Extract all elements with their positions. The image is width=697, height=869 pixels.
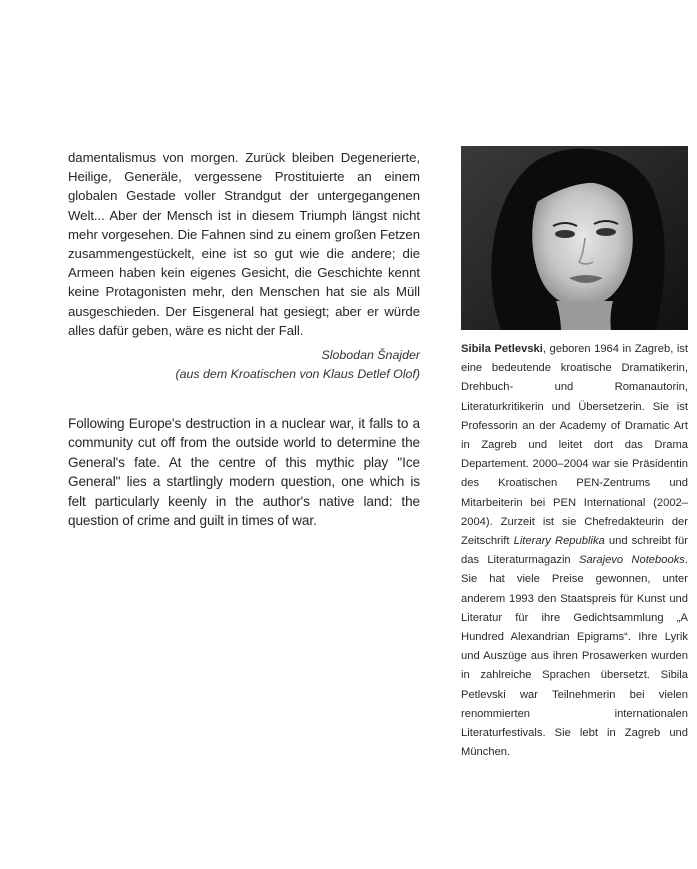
german-paragraph: damentalismus von morgen. Zurück bleiben Degenerierte, Heilige, Generäle, vergessene Prostituierte an einem globalen Gestade voller Strandgut der untergegangenen Welt... Aber der Mensch ist in diesem Triumph längst nicht mehr vorgesehen. Die Fahnen sind zu einem großen Fetzen zusammengestückelt, eine ist so gut wie die andere; die Armeen haben kein eigenes Gesicht, die Geschichte kennt keine Protagonisten mehr, den Menschen hat sie als Müll ausgeschieden. Der Eisgeneral hat gesiegt; aber er würde alles dafür geben, wäre es nicht der Fall.	[68, 150, 420, 338]
bio-magazine-sarajevo-notebooks: Sarajevo Notebooks	[578, 554, 685, 567]
bio-column	[461, 340, 688, 762]
signature-author: Slobodan Šnajder	[321, 348, 420, 363]
portrait-illustration	[461, 146, 688, 330]
signature-translation-note: (aus dem Kroatischen von Klaus Detlef Olof)	[175, 367, 420, 382]
bio-magazine-literary-republika: Literary Republika	[513, 535, 605, 548]
author-portrait-photo	[461, 146, 688, 330]
bio-author-name: Sibila Petlevski	[461, 343, 543, 355]
english-paragraph: Following Europe's destruction in a nuclear war, it falls to a community cut off from the outside world to determine the General's fate. At the centre of this mythic play "Ice General" lies a startlingly modern question, one which is felt particularly keenly in the author's native land: the question of crime and guilt in times of war.	[68, 416, 420, 529]
bio-text-part2: und schreibt für das Literaturmagazin	[461, 535, 688, 567]
bio-text-part1: , geboren 1964 in Zagreb, ist eine bedeutende kroatische Dramatikerin, Drehbuch- und Romanautorin, Literaturkritikerin und Übersetzerin. Sie ist Professorin an der Academy of Dramatic Art in Zagreb und leitet dort das Drama Departement. 2000–2004 war sie Präsidentin des Kroatischen PEN-Zentrums und Mitarbeiterin bei PEN International (2002–2004). Zurzeit ist sie Chefredakteurin der Zeitschrift	[461, 343, 689, 548]
main-text-column	[68, 148, 420, 530]
bio-text-part3: . Sie hat viele Preise gewonnen, unter anderem 1993 den Staatspreis für Kunst und Literatur für ihre Gedichtsammlung „A Hundred Alexandrian Epigrams“. Ihre Lyrik und Auszüge aus ihren Prosawerken wurden in zahlreiche Sprachen übersetzt. Sibila Petlevski war Teilnehmerin bei vielen renommierten internationalen Literaturfestivals. Sie lebt in Zagreb und München.	[461, 554, 688, 759]
author-bio	[461, 340, 688, 762]
